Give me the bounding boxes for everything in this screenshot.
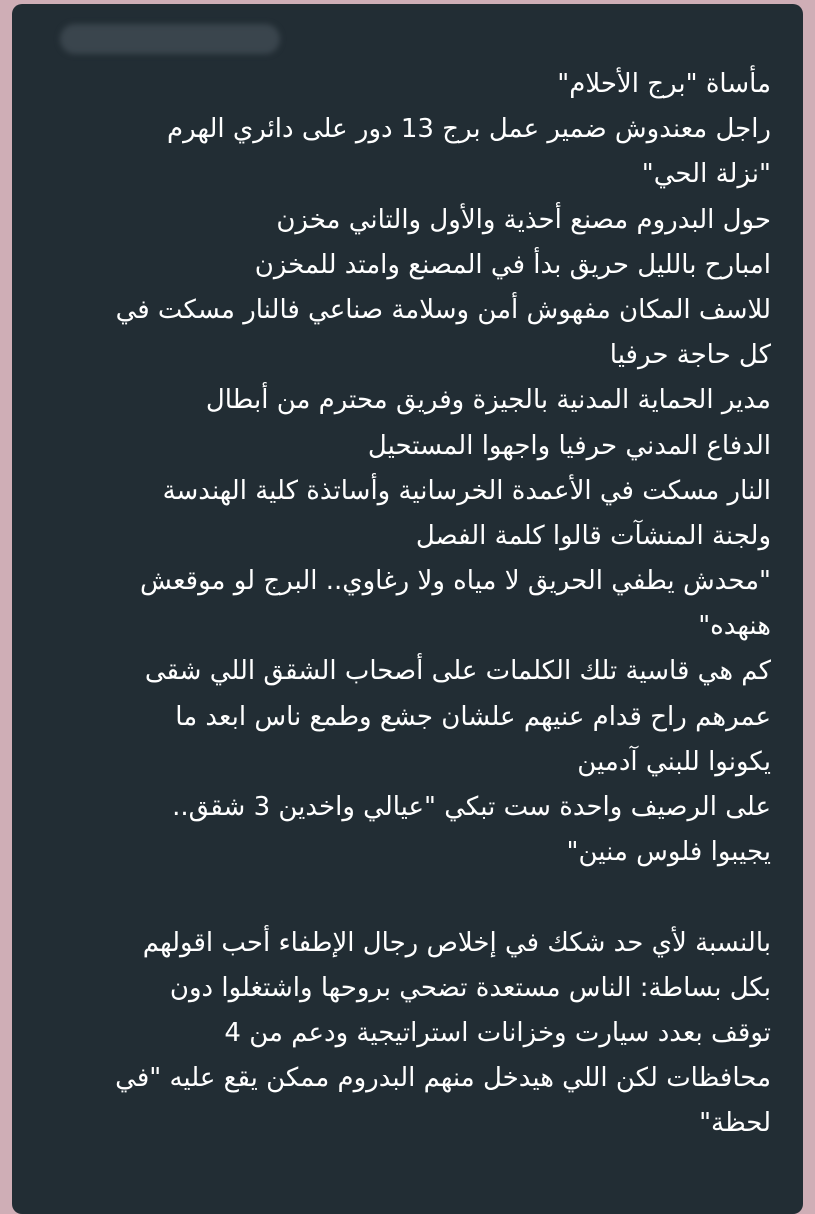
message-line: مدير الحماية المدنية بالجيزة وفريق محترم من أبطال [205,385,771,416]
message-line: "محدش يطفي الحريق لا مياه ولا رغاوي.. البرج لو موقعش [139,566,771,597]
message-line: "نزلة الحي" [641,159,771,190]
message-line: كل حاجة حرفيا [609,340,771,371]
message-line: محافظات لكن اللي هيدخل منهم البدروم ممكن يقع عليه "في [115,1063,771,1094]
message-line: راجل معندوش ضمير عمل برج 13 دور على دائري الهرم [167,114,771,145]
message-line: الدفاع المدني حرفيا واجهوا المستحيل [367,430,771,461]
sender-name-redacted [60,24,280,54]
message-line: توقف بعدد سيارت وخزانات استراتيجية ودعم من 4 [224,1017,771,1048]
message-line-blank [60,875,771,920]
message-line: عمرهم راح قدام عنيهم علشان جشع وطمع ناس ابعد ما [175,701,771,732]
message-line: بالنسبة لأي حد شكك في إخلاص رجال الإطفاء أحب اقولهم [142,927,771,958]
message-text [60,62,771,1147]
message-line: مأساة "برج الأحلام" [557,69,771,99]
message-line: يجيبوا فلوس منين" [566,837,771,868]
message-line: النار مسكت في الأعمدة الخرسانية وأساتذة كلية الهندسة [162,475,771,506]
message-line: كم هي قاسية تلك الكلمات على أصحاب الشقق اللي شقى [144,656,771,687]
message-line: على الرصيف واحدة ست تبكي "عيالي واخدين 3 شقق.. [172,792,771,822]
message-line: للاسف المكان مفهوش أمن وسلامة صناعي فالنار مسكت في [115,294,771,325]
message-line: امبارح بالليل حريق بدأ في المصنع وامتد للمخزن [254,249,771,280]
message-line: حول البدروم مصنع أحذية والأول والتاني مخزن [276,204,771,235]
message-line: هنهده" [698,611,771,642]
message-line: يكونوا للبني آدمين [577,746,771,777]
message-line: لحظة" [699,1108,771,1139]
message-line: ولجنة المنشآت قالوا كلمة الفصل [415,520,771,551]
message-line: بكل بساطة: الناس مستعدة تضحي بروحها واشتغلوا دون [169,972,771,1003]
message-bubble[interactable] [12,4,803,1214]
